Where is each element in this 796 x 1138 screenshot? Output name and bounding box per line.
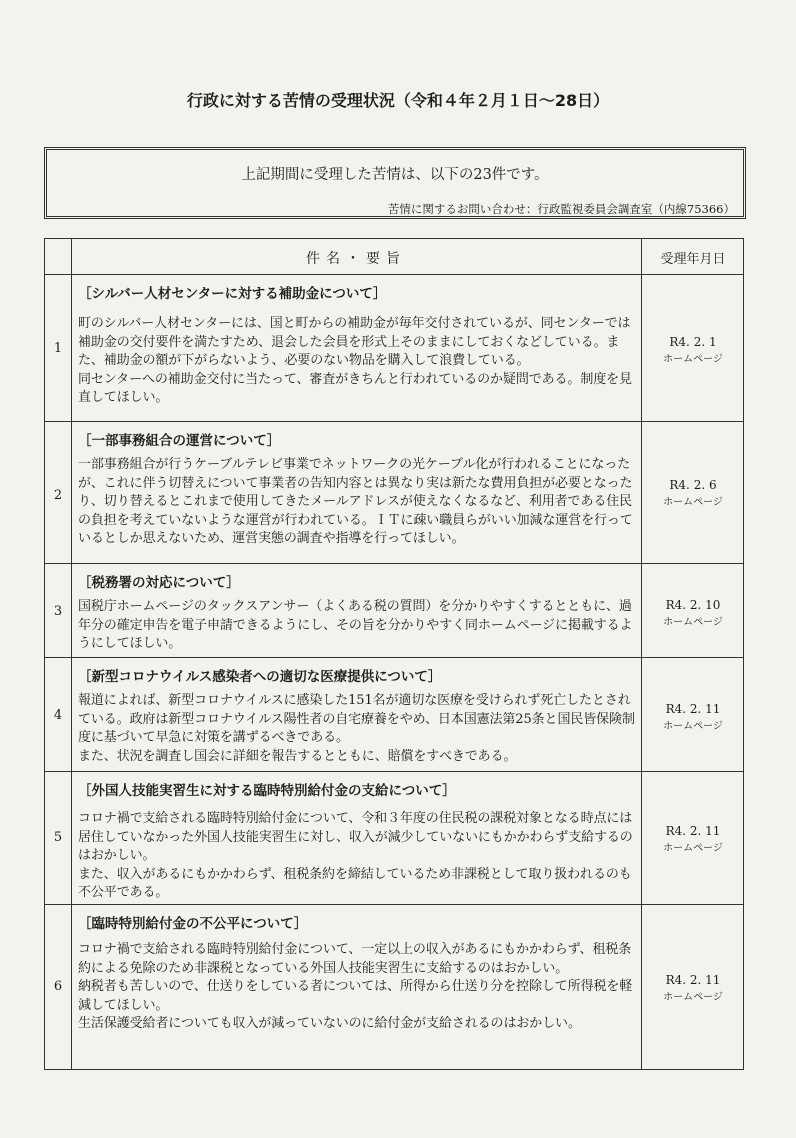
row-title: ［新型コロナウイルス感染者への適切な医療提供について］ [78,669,442,685]
row-date [641,478,745,508]
row-body [78,315,638,408]
received-date: R4. 2. 6 [669,478,717,492]
received-via: ホームページ [663,617,723,628]
row-date [641,973,745,1003]
row-paragraph: 報道によれば、新型コロナウイルスに感染した151名が適切な医療を受けられず死亡したとされている。政府は新型コロナウイルス陽性者の自宅療養をやめ、日本国憲法第25条と国民皆保険制度に基づいて早急に対策を講ずるべきである。 [78,693,635,745]
row-paragraph: また、状況を調査し国会に詳細を報告するとともに、賠償をすべきである。 [78,748,517,764]
header-subject: 件名・要旨 [306,251,406,267]
row-date [641,702,745,732]
row-date [641,598,745,628]
row-paragraph: 生活保護受給者についても収入が減っていないのに給付金が支給されるのはおかしい。 [78,1016,581,1031]
row-title: ［臨時特別給付金の不公平について］ [78,916,308,932]
received-via: ホームページ [663,992,723,1003]
row-number: 3 [53,604,63,619]
row-paragraph: 町のシルバー人材センターには、国と町からの補助金が毎年交付されているが、同センターでは補助金の交付要件を満たすため、退会した会員を形式上そのままにしておくなどしている。また、補助金の額が下がらないよう、必要のない物品を購入して浪費している。 [78,316,631,368]
row-title: ［一部事務組合の運営について］ [78,433,281,449]
received-via: ホームページ [663,354,723,365]
row-body [78,941,638,1034]
row-body [78,692,638,766]
page-title: 行政に対する苦情の受理状況（令和４年２月１日〜28日） [186,91,610,110]
row-paragraph: コロナ禍で支給される臨時特別給付金について、一定以上の収入があるにもかかわらず、租税条約による免除のため非課税となっている外国人技能実習生に支給するのはおかしい。 [78,942,632,976]
row-title: ［税務署の対応について］ [78,575,240,591]
received-date: R4. 2. 10 [665,598,721,612]
row-paragraph: 一部事務組合が行うケーブルテレビ事業でネットワークの光ケーブル化が行われることになったが、これに伴う切替えについて事業者の告知内容とは異なり実は新たな費用負担が必要となったり、切り替えるとこれまで使用してきたメールアドレスが使えなくなるなど、利用者である住民の負担を考えていないような運営が行われている。ＩＴに疎い職員らがいい加減な運営を行っているとしか思えないため、運営実態の調査や指導を行ってほしい。 [78,457,633,546]
row-body [78,598,638,654]
row-paragraph: コロナ禍で支給される臨時特別給付金について、令和３年度の住民税の課税対象となる時点には居住していなかった外国人技能実習生に対し、収入が減少していないにもかかわらず支給するのはおかしい。 [78,811,633,863]
row-number: 2 [53,488,63,503]
row-body [78,810,638,903]
received-date: R4. 2. 1 [669,335,717,349]
table-header [45,239,743,275]
table-row [45,772,743,905]
table-row [45,658,743,772]
row-paragraph: 国税庁ホームページのタックスアンサー（よくある税の質問）を分かりやすくするとともに、過年分の確定申告を電子申請できるようにし、その旨を分かりやすく同ホームページに掲載するようにしてほしい。 [78,599,633,651]
row-date [641,335,745,365]
row-number: 5 [53,830,63,845]
row-number: 1 [53,341,63,356]
row-body [78,456,638,549]
contact-info: 苦情に関するお問い合わせ：行政監視委員会調査室（内線75366） [387,202,735,216]
received-via: ホームページ [663,497,723,508]
row-number: 6 [53,979,63,994]
row-date [641,824,745,854]
row-number: 4 [53,708,63,723]
received-date: R4. 2. 11 [665,702,721,716]
received-via: ホームページ [663,843,723,854]
row-title: ［シルバー人材センターに対する補助金について］ [78,286,387,302]
header-date: 受理年月日 [660,252,726,267]
complaints-table [44,238,744,1070]
table-row [45,422,743,564]
summary-text: 上記期間に受理した苦情は、以下の23件です。 [241,167,549,183]
table-row [45,564,743,658]
row-paragraph: 同センターへの補助金交付に当たって、審査がきちんと行われているのか疑問である。制度を見直してほしい。 [78,371,632,405]
table-row [45,905,743,1068]
received-date: R4. 2. 11 [665,973,721,987]
row-paragraph: また、収入があるにもかかわらず、租税条約を締結しているため非課税として取り扱われるのも不公平である。 [78,866,632,900]
received-date: R4. 2. 11 [665,824,721,838]
received-via: ホームページ [663,721,723,732]
table-row [45,275,743,422]
row-title: ［外国人技能実習生に対する臨時特別給付金の支給について］ [78,783,456,799]
row-paragraph: 納税者も苦しいので、仕送りをしている者については、所得から仕送り分を控除して所得税を軽減してほしい。 [78,979,633,1013]
summary-box [44,147,746,219]
